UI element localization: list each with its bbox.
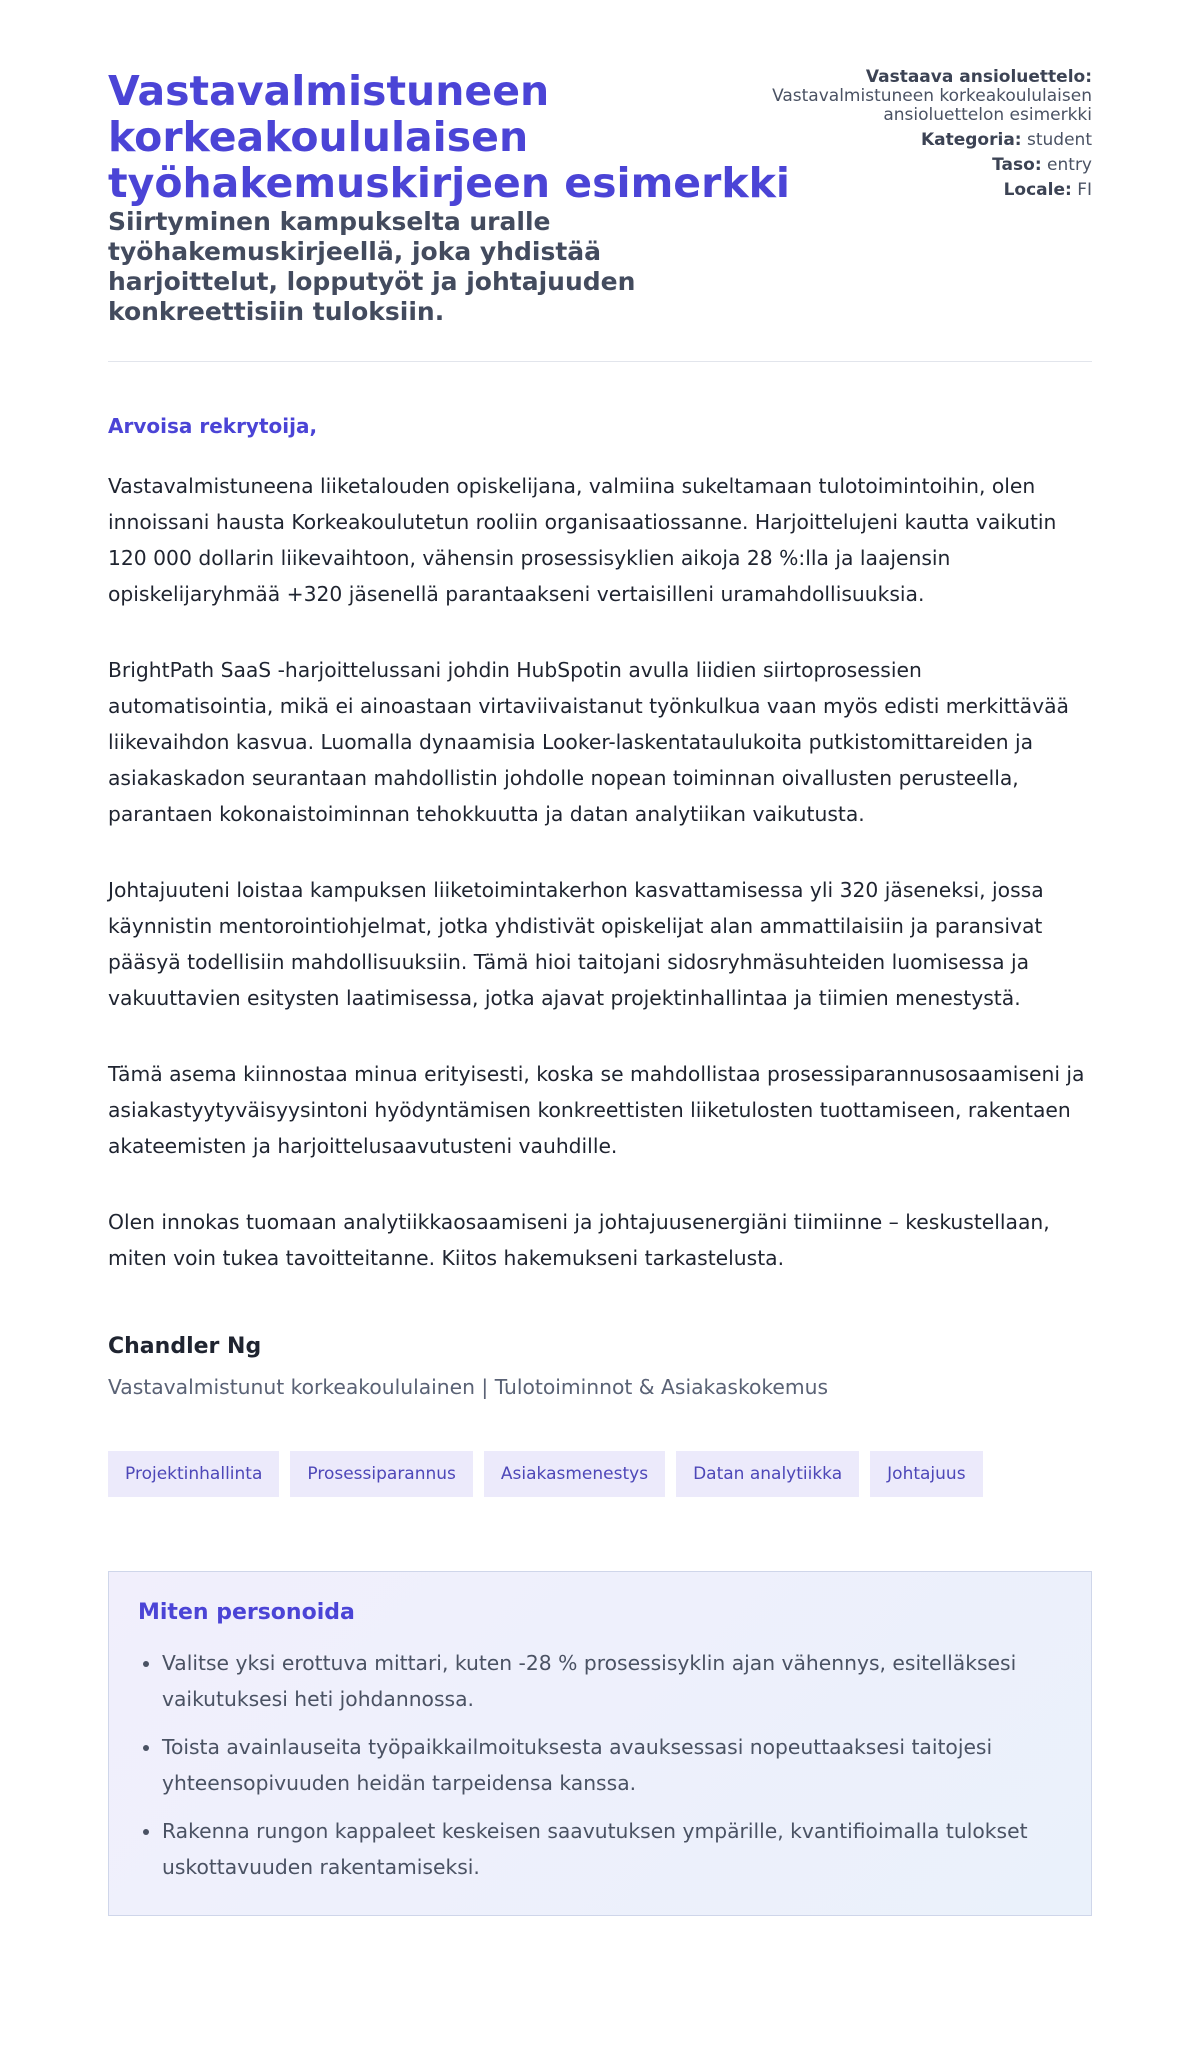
skill-tag: Prosessiparannus <box>290 1451 473 1497</box>
meta-level-label: Taso: <box>992 155 1042 175</box>
tips-list <box>138 1645 1062 1885</box>
letter-paragraph: Johtajuuteni loistaa kampuksen liiketoimintakerhon kasvattamisessa yli 320 jäseneksi, jossa käynnistin mentorointiohjelmat, jotka yhdistivät opiskelijat alan ammattilaisiin ja paransivat pääsyä todellisiin mahdollisuuksiin. Tämä hioi taitojani sidosryhmäsuhteiden luomisessa ja vakuuttavien esitysten laatimisessa, jotka ajavat projektinhallintaa ja tiimien menestystä. <box>108 878 1044 1010</box>
letter-paragraphs <box>108 468 1092 1276</box>
tips-item: • Valitse yksi erottuva mittari, kuten -28 % prosessisyklin ajan vähennys, esitelläksesi vaikutuksesi heti johdannossa. <box>162 1645 1062 1717</box>
letter-body <box>108 414 1092 1276</box>
meta-category <box>772 131 1092 150</box>
meta-panel <box>772 68 1092 206</box>
meta-resume-label: Vastaava ansioluettelo: <box>865 67 1092 87</box>
signature <box>108 1334 1092 1399</box>
signature-role: Vastavalmistunut korkeakoululainen | Tulotoiminnot & Asiakaskokemus <box>108 1375 829 1399</box>
meta-level-value: entry <box>1047 155 1092 175</box>
meta-locale-label: Locale: <box>1003 180 1072 200</box>
meta-category-label: Kategoria: <box>920 130 1022 150</box>
page-subtitle: Siirtyminen kampukselta uralle työhakemuskirjeellä, joka yhdistää harjoittelut, lopputyöt ja johtajuuden konkreettisiin tuloksiin. <box>108 207 636 326</box>
meta-category-value: student <box>1027 130 1092 150</box>
skill-tag: Asiakasmenestys <box>484 1451 665 1497</box>
letter-paragraph: Tämä asema kiinnostaa minua erityisesti, koska se mahdollistaa prosessiparannusosaamiseni ja asiakastyytyväisyysintoni hyödyntämisen konkreettisten liiketulosten tuottamiseen, rakentaen akateemisten ja harjoittelusaavutusteni vauhdille. <box>108 1062 1085 1158</box>
letter-paragraph: BrightPath SaaS -harjoittelussani johdin HubSpotin avulla liidien siirtoprosessien automatisointia, mikä ei ainoastaan virtaviivaistanut työnkulkua vaan myös edisti merkittävää liikevaihdon kasvua. Luomalla dynaamisia Looker-laskentataulukoita putkistomittareiden ja asiakaskadon seurantaan mahdollistin johdolle nopean toiminnan oivallusten perusteella, parantaen kokonaistoiminnan tehokkuutta ja datan analytiikan vaikutusta. <box>108 658 1069 826</box>
skill-tag: Johtajuus <box>870 1451 982 1497</box>
meta-locale <box>772 181 1092 200</box>
meta-level <box>772 156 1092 175</box>
skill-tag: Datan analytiikka <box>676 1451 859 1497</box>
tips-title: Miten personoida <box>138 1600 355 1625</box>
page-header <box>108 0 1092 362</box>
meta-resume <box>772 68 1092 125</box>
letter-paragraph: Vastavalmistuneena liiketalouden opiskelijana, valmiina sukeltamaan tulotoimintoihin, olen innoissani hausta Korkeakoulutetun rooliin organisaatiossanne. Harjoittelujeni kautta vaikutin 120 000 dollarin liikevaihtoon, vähensin prosessisyklien aikoja 28 %:lla ja laajensin opiskelijaryhmää +320 jäsenellä parantaakseni vertaisilleni uramahdollisuuksia. <box>108 474 1057 606</box>
signature-name: Chandler Ng <box>108 1334 262 1359</box>
skill-tags <box>108 1451 1092 1497</box>
tips-item: • Rakenna rungon kappaleet keskeisen saavutuksen ympärille, kvantifioimalla tulokset uskottavuuden rakentamiseksi. <box>162 1813 1062 1885</box>
skill-tag: Projektinhallinta <box>108 1451 279 1497</box>
tips-item: • Toista avainlauseita työpaikkailmoituksesta avauksessasi nopeuttaaksesi taitojesi yhteensopivuuden heidän tarpeidensa kanssa. <box>162 1729 1062 1801</box>
meta-locale-value: FI <box>1077 180 1092 200</box>
personalization-tips <box>108 1571 1092 1916</box>
meta-resume-link[interactable]: Vastavalmistuneen korkeakoululaisen ansioluettelon esimerkki <box>772 86 1092 125</box>
page-title: Vastavalmistuneen korkeakoululaisen työhakemuskirjeen esimerkki <box>108 67 790 207</box>
letter-greeting: Arvoisa rekrytoija, <box>108 414 318 438</box>
letter-paragraph: Olen innokas tuomaan analytiikkaosaamiseni ja johtajuusenergiäni tiimiinne – keskustellaan, miten voin tukea tavoitteitanne. Kiitos hakemukseni tarkastelusta. <box>108 1210 1050 1270</box>
